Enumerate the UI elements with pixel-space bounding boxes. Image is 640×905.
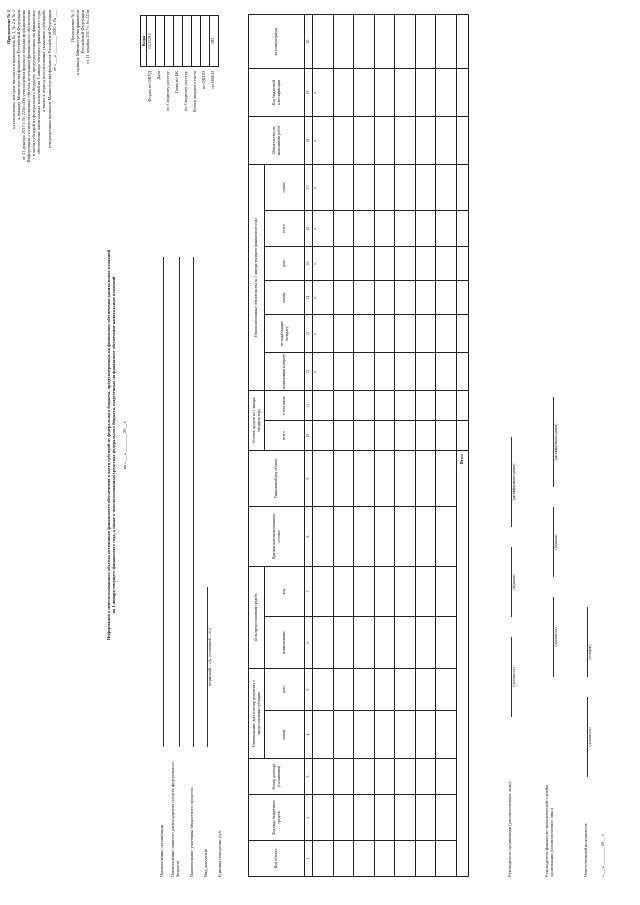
table-cell[interactable]: [435, 567, 456, 617]
table-cell[interactable]: [374, 165, 395, 211]
signature-captions: [512, 277, 524, 877]
field-organization: [150, 257, 164, 877]
signature-captions: [554, 277, 566, 877]
signature-label: Руководитель финансово-экономической службы организации (уполномоченное лицо): [543, 784, 554, 877]
appendix-line: к приказу Министерства финансов Российской Федерации: [16, 10, 22, 120]
table-cell[interactable]: [394, 795, 415, 841]
table-cell[interactable]: [435, 711, 456, 759]
table-cell[interactable]: [353, 315, 374, 353]
table-header-cell: Код бюджетной классификации: [248, 69, 304, 117]
field-value-line[interactable]: [173, 257, 180, 747]
table-cell[interactable]: [394, 353, 415, 391]
header-fields: [150, 257, 222, 877]
table-cell[interactable]: [333, 211, 354, 247]
table-cell[interactable]: [333, 669, 354, 711]
table-cell[interactable]: [333, 391, 354, 421]
table-header-cell: наименование: [264, 617, 304, 669]
table-cell[interactable]: [333, 247, 354, 281]
table-cell[interactable]: [374, 711, 395, 759]
table-cell[interactable]: [394, 15, 415, 69]
table-cell[interactable]: [415, 353, 436, 391]
table-cell[interactable]: [394, 669, 415, 711]
table-cell[interactable]: [415, 15, 436, 69]
table-cell[interactable]: [415, 451, 436, 507]
total-cell[interactable]: [456, 247, 468, 281]
column-number-cell: 19: [304, 69, 312, 117]
total-cell[interactable]: [456, 421, 468, 451]
annex-line: Приложение № 1: [70, 10, 75, 43]
table-cell[interactable]: [353, 711, 374, 759]
table-header-cell: Уникальный код объекта: [248, 451, 304, 507]
table-cell[interactable]: [333, 353, 354, 391]
table-cell[interactable]: [394, 759, 415, 795]
table-cell[interactable]: [312, 391, 333, 421]
table-cell[interactable]: [374, 211, 395, 247]
column-number-cell: 6: [304, 617, 312, 669]
table-cell[interactable]: [312, 451, 333, 507]
table-cell[interactable]: [394, 211, 415, 247]
doc-type-hint: (первичный – «0», уточненный – «1»): [208, 628, 212, 686]
table-cell[interactable]: [415, 247, 436, 281]
column-number-cell: 20: [304, 15, 312, 69]
codes-label: Номер лицевого счета: [192, 71, 197, 113]
appendix-line: к положениям, которые вносятся в приложения № 1, № 2 и № 3: [11, 10, 17, 129]
table-cell[interactable]: [312, 841, 333, 877]
table-cell[interactable]: [374, 247, 395, 281]
table-cell[interactable]: [353, 15, 374, 69]
codes-value-cell[interactable]: [201, 15, 210, 67]
caption: (подпись): [512, 574, 516, 590]
table-cell[interactable]: [435, 15, 456, 69]
table-cell[interactable]: [374, 353, 395, 391]
form-title: [106, 165, 127, 725]
table-cell[interactable]: [415, 567, 436, 617]
table-cell[interactable]: [394, 567, 415, 617]
total-cell[interactable]: [456, 15, 468, 69]
table-cell[interactable]: [333, 567, 354, 617]
table-header-cell: на конец периода: [248, 15, 304, 69]
table-cell[interactable]: [333, 841, 354, 877]
table-cell[interactable]: [374, 507, 395, 567]
field-value-line[interactable]: [187, 257, 194, 747]
dash-mark: x: [312, 371, 317, 373]
table-cell[interactable]: [435, 353, 456, 391]
table-cell[interactable]: [333, 15, 354, 69]
caption: (должность): [512, 667, 516, 687]
column-number-cell: 2: [304, 795, 312, 841]
table-cell[interactable]: [435, 165, 456, 211]
caption: (подпись): [554, 534, 558, 550]
table-cell[interactable]: [374, 617, 395, 669]
table-cell[interactable]: [394, 507, 415, 567]
table-cell[interactable]: [415, 617, 436, 669]
field-label: Наименование главного распорядителя средств федерального бюджета: [169, 761, 180, 877]
table-cell[interactable]: [333, 315, 354, 353]
table-cell[interactable]: [374, 421, 395, 451]
caption: (телефон): [588, 644, 592, 660]
signature-label: Ответственный исполнитель: [582, 823, 588, 877]
column-number-cell: 1: [304, 841, 312, 877]
signature-label: Руководитель организации (уполномоченное лицо): [506, 781, 512, 877]
table-cell[interactable]: [374, 451, 395, 507]
codes-label: по ОКЕИ: [210, 71, 215, 89]
signature-head-row: [492, 277, 512, 877]
table-cell[interactable]: [435, 211, 456, 247]
table-cell[interactable]: [394, 841, 415, 877]
title-date: на «___» ________ 20__ г.: [122, 420, 128, 470]
dash-mark: x: [312, 228, 317, 230]
appendix-line: в части субсидий из федерального бюджета, предусмотренных на финансовое: [31, 10, 37, 157]
table-cell[interactable]: [374, 841, 395, 877]
table-cell[interactable]: [374, 281, 395, 315]
appendix-line: Информации о неиспользованных объемах источников финансового обеспечения: [26, 10, 32, 163]
table-cell[interactable]: [353, 165, 374, 211]
table-cell[interactable]: [435, 69, 456, 117]
table-cell[interactable]: [394, 451, 415, 507]
table-cell[interactable]: [353, 353, 374, 391]
main-table: [248, 14, 469, 877]
table-header-cell: Признак неиспользованного остатка: [248, 507, 304, 567]
table-cell[interactable]: [415, 391, 436, 421]
total-cell[interactable]: [456, 281, 468, 315]
dash-mark: x: [312, 263, 317, 265]
column-number-cell: 13: [304, 315, 312, 353]
table-cell[interactable]: [333, 117, 354, 165]
table-cell[interactable]: [435, 391, 456, 421]
table-cell[interactable]: [394, 281, 415, 315]
table-header-cell: Остаток средств на 1 января текущего года: [248, 391, 264, 451]
codes-value-cell[interactable]: [174, 15, 183, 67]
annex-line: Российской Федерации: [80, 10, 86, 54]
column-number-cell: 10: [304, 421, 312, 451]
column-number-cell: 7: [304, 567, 312, 617]
table-cell[interactable]: [394, 391, 415, 421]
field-label: Наименование организации: [158, 824, 164, 877]
field-label: Вид документа: [202, 848, 208, 877]
table-cell[interactable]: [333, 165, 354, 211]
field-label: Единица измерения: руб.: [217, 830, 223, 877]
table-cell[interactable]: [333, 421, 354, 451]
table-cell[interactable]: [333, 759, 354, 795]
table-cell[interactable]: [312, 759, 333, 795]
table-cell[interactable]: [435, 507, 456, 567]
table-cell[interactable]: [374, 795, 395, 841]
codes-label: по Сводному реестру: [165, 71, 170, 111]
table-cell[interactable]: [312, 421, 333, 451]
total-cell[interactable]: [456, 353, 468, 391]
caption: (расшифровка подписи): [554, 423, 558, 461]
table-cell[interactable]: [374, 669, 395, 711]
table-cell[interactable]: [333, 711, 354, 759]
table-cell[interactable]: [353, 281, 374, 315]
table-header-cell: Код вида бюджетных средств: [248, 795, 304, 841]
table-cell[interactable]: [374, 15, 395, 69]
total-cell[interactable]: [456, 211, 468, 247]
dash-mark: x: [312, 140, 317, 142]
table-cell[interactable]: [374, 69, 395, 117]
table-cell[interactable]: [415, 795, 436, 841]
table-cell[interactable]: [333, 617, 354, 669]
table-cell[interactable]: [333, 507, 354, 567]
table-header-cell: подлежащие возврату: [264, 353, 304, 391]
table-header-cell: Наименование, дата и номер документа о предоставлении субсидии: [248, 669, 264, 759]
table-cell[interactable]: [374, 567, 395, 617]
table-header-cell: всего: [264, 211, 304, 247]
table-cell[interactable]: [394, 247, 415, 281]
table-cell[interactable]: [333, 795, 354, 841]
table-cell[interactable]: [374, 391, 395, 421]
dash-mark: x: [312, 333, 317, 335]
table-header-cell: Цель предоставления средств: [248, 567, 264, 669]
table-cell[interactable]: [333, 69, 354, 117]
codes-label: Глава по БК: [174, 71, 179, 94]
codes-value-cell[interactable]: 0531283: [147, 15, 156, 67]
appendix-line: а также в период использования указанных субсидий»: [41, 10, 47, 112]
appendix-line: от «___» ________ 2020 г. № ___: [51, 10, 57, 72]
total-cell[interactable]: [456, 69, 468, 117]
column-number-cell: 4: [304, 711, 312, 759]
table-cell[interactable]: [312, 669, 333, 711]
table-cell[interactable]: [435, 669, 456, 711]
table-header-cell: Неиспользованные обязательства на 1 января текущего финансового года: [248, 165, 264, 391]
table-header-cell: код: [264, 567, 304, 617]
table-cell[interactable]: [374, 117, 395, 165]
codes-value-cell[interactable]: [156, 15, 165, 67]
field-value-line[interactable]: [157, 257, 164, 747]
table-cell[interactable]: [415, 421, 436, 451]
total-cell[interactable]: [456, 315, 468, 353]
table-cell[interactable]: [353, 117, 374, 165]
caption: (должность): [554, 627, 558, 647]
table-cell[interactable]: [353, 617, 374, 669]
table-header-cell: номер: [264, 711, 304, 759]
table-cell[interactable]: [415, 669, 436, 711]
appendix-line: утвержденным приказом Министерства финансов Российской Федерации: [46, 10, 52, 149]
table-cell[interactable]: [415, 117, 436, 165]
dash-mark: x: [312, 297, 317, 299]
signature-executor-row: [566, 277, 588, 877]
codes-labels: [147, 71, 219, 205]
table-cell[interactable]: [435, 841, 456, 877]
codes-header: Коды: [140, 15, 147, 67]
caption: (должность): [588, 727, 592, 747]
column-number-cell: 9: [304, 451, 312, 507]
table-cell[interactable]: [435, 795, 456, 841]
codes-value-cell[interactable]: [183, 15, 192, 67]
table-cell[interactable]: [435, 247, 456, 281]
appendix-line: от 11 декабря 2017 г. № 223н «Об утверждении формы и порядка формирования: [21, 10, 27, 161]
table-cell[interactable]: [435, 451, 456, 507]
field-unit: [212, 257, 222, 877]
table-cell[interactable]: [415, 507, 436, 567]
table-cell[interactable]: [353, 567, 374, 617]
column-number-cell: 18: [304, 117, 312, 165]
column-number-cell: 12: [304, 353, 312, 391]
table-cell[interactable]: [312, 15, 333, 69]
field-participant: [180, 257, 194, 877]
table-header-cell: Обязательства на выполнение работ: [248, 117, 304, 165]
column-number-cell: 16: [304, 211, 312, 247]
table-cell[interactable]: [394, 117, 415, 165]
signatures-block: [492, 277, 605, 877]
signature-accountant-row: [524, 277, 554, 877]
table-cell[interactable]: [435, 759, 456, 795]
table-cell[interactable]: [374, 315, 395, 353]
table-cell[interactable]: [353, 391, 374, 421]
field-value-line[interactable]: [201, 587, 208, 747]
table-cell[interactable]: [353, 451, 374, 507]
table-cell[interactable]: [394, 617, 415, 669]
total-cell[interactable]: [456, 117, 468, 165]
table-cell[interactable]: [353, 421, 374, 451]
table-cell[interactable]: [353, 69, 374, 117]
table-header-cell: дата: [264, 247, 304, 281]
table-cell[interactable]: [394, 69, 415, 117]
table-cell[interactable]: [415, 711, 436, 759]
table-header-cell: Код объекта: [248, 841, 304, 877]
table-cell[interactable]: [353, 759, 374, 795]
table-header-cell: Номер договора (соглашения): [248, 759, 304, 795]
table-cell[interactable]: [353, 841, 374, 877]
table-cell[interactable]: [312, 507, 333, 567]
column-number-cell: 17: [304, 165, 312, 211]
table-header-cell: дата: [264, 669, 304, 711]
total-label: Итого: [456, 451, 468, 877]
table-cell[interactable]: [394, 165, 415, 211]
title-line-1: Информация о неиспользованных объемах источников финансового обеспечения в части субсидий из федерального бюджета, предусмотренных на финансовое обеспечение капитальных вложений: [106, 249, 111, 641]
table-cell[interactable]: [415, 841, 436, 877]
codes-value-cell[interactable]: 383: [210, 15, 219, 67]
table-cell[interactable]: [353, 669, 374, 711]
table-cell[interactable]: [415, 69, 436, 117]
table-cell[interactable]: [333, 281, 354, 315]
codes-label: Форма по ОКУД: [147, 71, 152, 102]
appendix-block: [6, 10, 57, 265]
table-cell[interactable]: [312, 795, 333, 841]
column-number-cell: 15: [304, 247, 312, 281]
table-cell[interactable]: [435, 421, 456, 451]
appendix-line: обеспечение капитальных вложений на 1 января текущего финансового года,: [36, 10, 42, 155]
table-cell[interactable]: [353, 211, 374, 247]
column-number-cell: 5: [304, 669, 312, 711]
table-cell[interactable]: [415, 211, 436, 247]
caption: (расшифровка подписи): [512, 463, 516, 501]
annex-line: от 11 декабря 2017 г. № 223н: [85, 10, 91, 64]
table-cell[interactable]: [435, 617, 456, 669]
field-doc-type: [194, 257, 208, 877]
dash-mark: x: [312, 187, 317, 189]
column-number-cell: 14: [304, 281, 312, 315]
table-header-cell: сумма: [264, 165, 304, 211]
table-cell[interactable]: [312, 617, 333, 669]
table-cell[interactable]: [374, 759, 395, 795]
table-cell[interactable]: [394, 315, 415, 353]
table-cell[interactable]: [435, 117, 456, 165]
codes-label: Дата: [156, 71, 161, 80]
signature-date: «___» ________ 20__ г.: [600, 833, 605, 877]
title-line-2: на 1 января текущего финансового года, а также о неиспользованных средствах федерального бюджета, выделенных на финансовое обеспечение капитальных вложений: [111, 276, 117, 614]
table-cell[interactable]: [333, 451, 354, 507]
table-cell[interactable]: [415, 281, 436, 315]
table-header-cell: номер: [264, 281, 304, 315]
table-header-cell: в том числе: [264, 391, 304, 421]
table-cell[interactable]: [394, 711, 415, 759]
form-annex-block: [70, 10, 90, 145]
table-cell[interactable]: [353, 247, 374, 281]
table-cell[interactable]: [353, 507, 374, 567]
codes-label: по ОКПО: [201, 71, 206, 90]
column-number-cell: 3: [304, 759, 312, 795]
table-cell[interactable]: [353, 795, 374, 841]
column-number-cell: 8: [304, 507, 312, 567]
codes-label: по Сводному реестру: [183, 71, 188, 111]
table-cell[interactable]: [312, 567, 333, 617]
codes-value-cell[interactable]: [165, 15, 174, 67]
total-cell[interactable]: [456, 391, 468, 421]
annex-line: к приказу Министерства финансов: [75, 10, 81, 76]
field-label: Наименование участника бюджетного процесса: [188, 787, 194, 877]
table-header-cell: не подлежащие возврату: [264, 315, 304, 353]
table-cell[interactable]: [394, 421, 415, 451]
codes-value-cell[interactable]: [192, 15, 201, 67]
table-cell[interactable]: [435, 281, 456, 315]
dash-mark: x: [312, 92, 317, 94]
codes-table: [140, 15, 219, 67]
table-cell[interactable]: [312, 711, 333, 759]
table-cell[interactable]: [435, 315, 456, 353]
table-cell[interactable]: [415, 165, 436, 211]
total-cell[interactable]: [456, 165, 468, 211]
table-cell[interactable]: [415, 759, 436, 795]
table-header-cell: всего: [264, 421, 304, 451]
field-distributor: [164, 257, 180, 877]
appendix-title: Приложение № 1: [6, 10, 11, 44]
column-number-cell: 11: [304, 391, 312, 421]
signature-captions: [588, 277, 598, 877]
table-cell[interactable]: [415, 315, 436, 353]
